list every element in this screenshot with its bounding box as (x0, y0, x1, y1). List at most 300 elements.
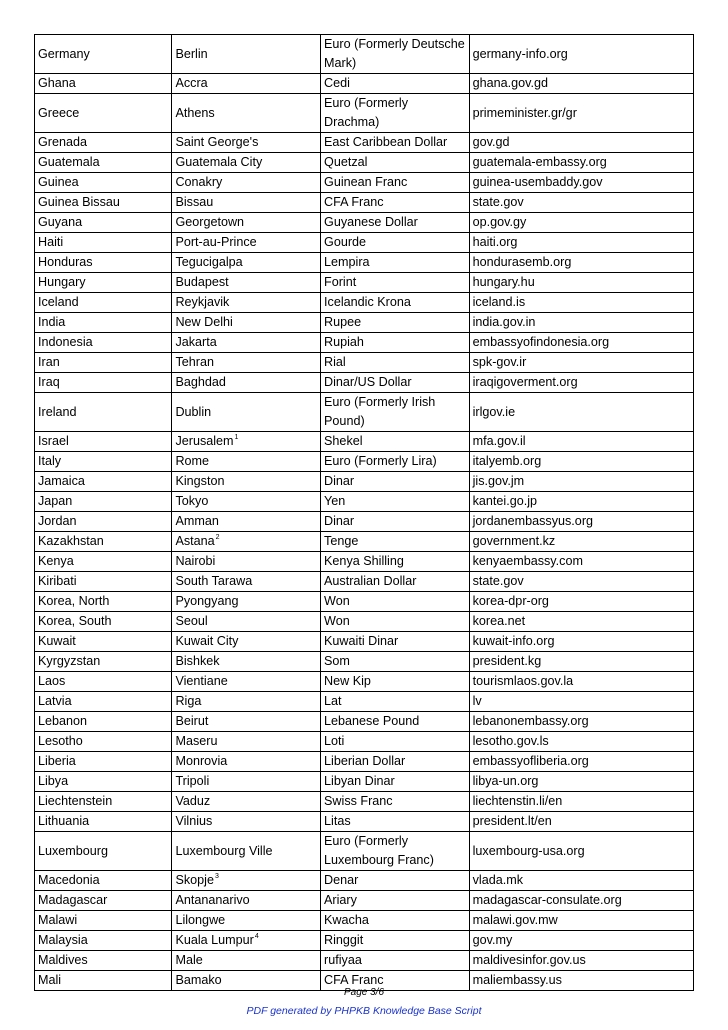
website-cell-text: kenyaembassy.com (472, 554, 583, 568)
website-cell-text: germany-info.org (472, 46, 568, 61)
capital-cell (172, 772, 321, 792)
country-cell (35, 931, 172, 951)
website-cell-text: guinea-usembaddy.gov (472, 175, 603, 189)
capital-cell (172, 373, 321, 393)
country-cell (35, 552, 172, 572)
footnote-marker: 1 (234, 434, 239, 441)
capital-cell-text: Kuwait City (175, 634, 239, 648)
website-cell-text: state.gov (472, 195, 524, 209)
capital-cell-text: Luxembourg Ville (175, 843, 273, 858)
currency-cell-text: New Kip (324, 674, 371, 688)
country-cell (35, 253, 172, 273)
website-cell-text: liechtenstin.li/en (472, 794, 563, 808)
country-cell-text: Israel (38, 434, 69, 448)
currency-cell-text: Libyan Dinar (324, 774, 395, 788)
country-cell (35, 472, 172, 492)
country-cell (35, 273, 172, 293)
currency-cell (321, 812, 470, 832)
currency-cell (321, 373, 470, 393)
website-cell (469, 911, 693, 931)
website-cell (469, 94, 693, 133)
currency-cell (321, 193, 470, 213)
website-cell (469, 333, 693, 353)
currency-cell-text: Liberian Dollar (324, 754, 406, 768)
country-cell-text: Maldives (38, 953, 88, 967)
country-cell-text: Iceland (38, 295, 79, 309)
website-cell-text: italyemb.org (472, 454, 542, 468)
website-cell (469, 253, 693, 273)
website-cell (469, 492, 693, 512)
capital-cell-text: Vaduz (175, 794, 211, 808)
capital-cell-text: Guatemala City (175, 155, 263, 169)
country-cell-text: Lebanon (38, 714, 88, 728)
table-row (35, 373, 694, 393)
currency-cell-text: Rupiah (324, 335, 364, 349)
table-row (35, 253, 694, 273)
countries-table (34, 34, 694, 991)
capital-cell (172, 273, 321, 293)
website-cell-text: gov.gd (472, 135, 510, 149)
website-cell (469, 752, 693, 772)
capital-cell-text: Bishkek (175, 654, 220, 668)
website-cell-text: embassyofindonesia.org (472, 335, 610, 349)
country-cell-text: Hungary (38, 275, 86, 289)
website-cell-text: state.gov (472, 574, 524, 588)
table-row (35, 792, 694, 812)
capital-cell-text: Kuala Lumpur (175, 933, 254, 947)
country-cell (35, 612, 172, 632)
website-cell-text: jordanembassyus.org (472, 514, 594, 528)
currency-cell (321, 133, 470, 153)
currency-cell (321, 712, 470, 732)
capital-cell (172, 871, 321, 891)
currency-cell (321, 931, 470, 951)
table-row (35, 273, 694, 293)
capital-cell (172, 35, 321, 74)
capital-cell (172, 712, 321, 732)
capital-cell-text: Beirut (175, 714, 209, 728)
currency-cell (321, 792, 470, 812)
capital-cell (172, 612, 321, 632)
capital-cell (172, 652, 321, 672)
country-cell-text: Greece (38, 105, 80, 120)
currency-cell-text: CFA Franc (324, 973, 384, 987)
website-cell-text: hondurasemb.org (472, 255, 572, 269)
currency-cell (321, 452, 470, 472)
country-cell-text: Madagascar (38, 893, 108, 907)
website-cell-text: india.gov.in (472, 315, 536, 329)
currency-cell-text: Som (324, 654, 350, 668)
table-row (35, 652, 694, 672)
website-cell-text: jis.gov.jm (472, 474, 525, 488)
currency-cell (321, 393, 470, 432)
country-cell (35, 452, 172, 472)
table-row (35, 612, 694, 632)
capital-cell-text: Nairobi (175, 554, 216, 568)
website-cell-text: mfa.gov.il (472, 434, 526, 448)
website-cell-text: korea-dpr-org (472, 594, 549, 608)
capital-cell (172, 592, 321, 612)
currency-cell (321, 353, 470, 373)
currency-cell-text: Euro (Formerly Irish Pound) (324, 395, 436, 428)
currency-cell (321, 552, 470, 572)
website-cell-text: haiti.org (472, 235, 518, 249)
capital-cell (172, 752, 321, 772)
table-row (35, 931, 694, 951)
currency-cell (321, 293, 470, 313)
country-cell (35, 752, 172, 772)
capital-cell-text: Jerusalem (175, 434, 234, 448)
website-cell (469, 193, 693, 213)
country-cell-text: Malaysia (38, 933, 88, 947)
capital-cell-text: Riga (175, 694, 202, 708)
country-cell (35, 572, 172, 592)
capital-cell-text: Vientiane (175, 674, 228, 688)
website-cell-text: irlgov.ie (472, 404, 516, 419)
country-cell-text: Macedonia (38, 873, 100, 887)
website-cell (469, 532, 693, 552)
table-row (35, 333, 694, 353)
capital-cell (172, 692, 321, 712)
country-cell (35, 233, 172, 253)
table-row (35, 393, 694, 432)
capital-cell-text: Bissau (175, 195, 214, 209)
footnote-marker: 3 (214, 873, 219, 880)
countries-table-body (35, 35, 694, 991)
website-cell-text: vlada.mk (472, 873, 524, 887)
country-cell-text: Guinea (38, 175, 79, 189)
capital-cell (172, 512, 321, 532)
table-row (35, 472, 694, 492)
table-row (35, 592, 694, 612)
currency-cell-text: Rupee (324, 315, 362, 329)
country-cell (35, 153, 172, 173)
country-cell (35, 492, 172, 512)
currency-cell-text: Australian Dollar (324, 574, 417, 588)
capital-cell-text: Vilnius (175, 814, 213, 828)
capital-cell (172, 792, 321, 812)
website-cell (469, 572, 693, 592)
country-cell (35, 792, 172, 812)
capital-cell-text: Tegucigalpa (175, 255, 243, 269)
capital-cell (172, 233, 321, 253)
generated-by-note: PDF generated by PHPKB Knowledge Base Script (246, 1005, 482, 1017)
website-cell (469, 552, 693, 572)
capital-cell (172, 353, 321, 373)
capital-cell-text: Accra (175, 76, 208, 90)
website-cell-text: primeminister.gr/gr (472, 105, 577, 120)
table-row (35, 552, 694, 572)
country-cell-text: Libya (38, 774, 69, 788)
capital-cell (172, 432, 321, 452)
capital-cell (172, 632, 321, 652)
country-cell (35, 35, 172, 74)
website-cell (469, 652, 693, 672)
country-cell-text: Honduras (38, 255, 93, 269)
country-cell-text: India (38, 315, 66, 329)
currency-cell (321, 432, 470, 452)
capital-cell-text: Berlin (175, 46, 208, 61)
capital-cell-text: South Tarawa (175, 574, 253, 588)
table-row (35, 732, 694, 752)
currency-cell-text: East Caribbean Dollar (324, 135, 448, 149)
currency-cell-text: Guinean Franc (324, 175, 408, 189)
capital-cell-text: Tokyo (175, 494, 209, 508)
country-cell (35, 812, 172, 832)
table-row (35, 35, 694, 74)
country-cell-text: Latvia (38, 694, 72, 708)
currency-cell-text: Rial (324, 355, 346, 369)
country-cell (35, 732, 172, 752)
currency-cell-text: Ariary (324, 893, 357, 907)
currency-cell (321, 333, 470, 353)
capital-cell-text: Georgetown (175, 215, 245, 229)
country-cell (35, 313, 172, 333)
website-cell (469, 273, 693, 293)
capital-cell-text: New Delhi (175, 315, 233, 329)
website-cell-text: maldivesinfor.gov.us (472, 953, 586, 967)
website-cell (469, 432, 693, 452)
capital-cell-text: Athens (175, 105, 215, 120)
capital-cell (172, 213, 321, 233)
country-cell (35, 772, 172, 792)
website-cell (469, 951, 693, 971)
currency-cell (321, 233, 470, 253)
currency-cell-text: Forint (324, 275, 357, 289)
country-cell (35, 74, 172, 94)
table-row (35, 432, 694, 452)
capital-cell (172, 153, 321, 173)
website-cell (469, 213, 693, 233)
country-cell (35, 592, 172, 612)
currency-cell-text: Gourde (324, 235, 367, 249)
country-cell-text: Indonesia (38, 335, 93, 349)
capital-cell (172, 293, 321, 313)
country-cell-text: Ireland (38, 404, 77, 419)
currency-cell-text: rufiyaa (324, 953, 362, 967)
table-row (35, 632, 694, 652)
capital-cell-text: Baghdad (175, 375, 226, 389)
table-row (35, 832, 694, 871)
table-row (35, 293, 694, 313)
country-cell-text: Guatemala (38, 155, 100, 169)
website-cell (469, 792, 693, 812)
capital-cell (172, 732, 321, 752)
currency-cell (321, 532, 470, 552)
website-cell-text: embassyofliberia.org (472, 754, 589, 768)
capital-cell-text: Budapest (175, 275, 229, 289)
website-cell (469, 672, 693, 692)
website-cell (469, 472, 693, 492)
website-cell (469, 712, 693, 732)
website-cell-text: government.kz (472, 534, 556, 548)
currency-cell-text: Loti (324, 734, 345, 748)
currency-cell-text: Swiss Franc (324, 794, 393, 808)
country-cell (35, 692, 172, 712)
capital-cell-text: Seoul (175, 614, 208, 628)
currency-cell (321, 512, 470, 532)
capital-cell-text: Pyongyang (175, 594, 239, 608)
country-cell (35, 911, 172, 931)
table-row (35, 772, 694, 792)
currency-cell-text: Yen (324, 494, 346, 508)
country-cell-text: Lithuania (38, 814, 90, 828)
website-cell-text: ghana.gov.gd (472, 76, 549, 90)
website-cell (469, 512, 693, 532)
country-cell-text: Guyana (38, 215, 83, 229)
capital-cell (172, 951, 321, 971)
country-cell (35, 712, 172, 732)
currency-cell (321, 253, 470, 273)
website-cell-text: iraqigoverment.org (472, 375, 578, 389)
country-cell-text: Mali (38, 973, 62, 987)
website-cell (469, 133, 693, 153)
currency-cell (321, 173, 470, 193)
website-cell-text: kantei.go.jp (472, 494, 538, 508)
currency-cell-text: Kwacha (324, 913, 369, 927)
currency-cell-text: Lebanese Pound (324, 714, 420, 728)
capital-cell (172, 94, 321, 133)
capital-cell (172, 812, 321, 832)
capital-cell-text: Male (175, 953, 203, 967)
website-cell (469, 632, 693, 652)
website-cell (469, 812, 693, 832)
table-row (35, 951, 694, 971)
country-cell-text: Grenada (38, 135, 88, 149)
currency-cell-text: Tenge (324, 534, 359, 548)
website-cell-text: maliembassy.us (472, 973, 562, 987)
capital-cell-text: Dublin (175, 404, 212, 419)
country-cell (35, 951, 172, 971)
capital-cell (172, 931, 321, 951)
capital-cell (172, 253, 321, 273)
website-cell-text: korea.net (472, 614, 526, 628)
table-row (35, 74, 694, 94)
table-row (35, 532, 694, 552)
capital-cell-text: Port-au-Prince (175, 235, 257, 249)
table-row (35, 752, 694, 772)
table-row (35, 153, 694, 173)
currency-cell (321, 572, 470, 592)
country-cell-text: Jordan (38, 514, 77, 528)
table-row (35, 233, 694, 253)
currency-cell-text: Litas (324, 814, 351, 828)
table-row (35, 492, 694, 512)
currency-cell-text: Euro (Formerly Drachma) (324, 96, 408, 129)
table-row (35, 572, 694, 592)
currency-cell-text: Kenya Shilling (324, 554, 404, 568)
country-cell (35, 193, 172, 213)
country-cell-text: Korea, South (38, 614, 112, 628)
currency-cell (321, 213, 470, 233)
page-number: Page 3/6 (343, 987, 385, 998)
website-cell (469, 153, 693, 173)
country-cell-text: Haiti (38, 235, 64, 249)
currency-cell (321, 911, 470, 931)
country-cell (35, 353, 172, 373)
currency-cell-text: Euro (Formerly Deutsche Mark) (324, 37, 465, 70)
currency-cell-text: Icelandic Krona (324, 295, 411, 309)
website-cell-text: malawi.gov.mw (472, 913, 558, 927)
currency-cell (321, 273, 470, 293)
currency-cell (321, 632, 470, 652)
website-cell (469, 173, 693, 193)
currency-cell-text: Denar (324, 873, 359, 887)
currency-cell (321, 74, 470, 94)
country-cell-text: Iran (38, 355, 60, 369)
website-cell-text: lebanonembassy.org (472, 714, 589, 728)
currency-cell (321, 313, 470, 333)
country-cell-text: Kuwait (38, 634, 76, 648)
country-cell-text: Germany (38, 46, 90, 61)
footnote-marker: 4 (254, 933, 259, 940)
currency-cell-text: Dinar (324, 474, 355, 488)
footnote-marker: 2 (215, 534, 220, 541)
currency-cell-text: Lat (324, 694, 342, 708)
website-cell-text: guatemala-embassy.org (472, 155, 607, 169)
currency-cell (321, 592, 470, 612)
capital-cell-text: Monrovia (175, 754, 228, 768)
country-cell (35, 133, 172, 153)
currency-cell (321, 832, 470, 871)
table-row (35, 871, 694, 891)
country-cell-text: Guinea Bissau (38, 195, 120, 209)
website-cell (469, 233, 693, 253)
table-row (35, 173, 694, 193)
table-row (35, 313, 694, 333)
website-cell-text: kuwait-info.org (472, 634, 555, 648)
currency-cell (321, 35, 470, 74)
country-cell (35, 512, 172, 532)
country-cell (35, 832, 172, 871)
table-row (35, 94, 694, 133)
capital-cell-text: Tehran (175, 355, 214, 369)
country-cell (35, 652, 172, 672)
country-cell-text: Kazakhstan (38, 534, 104, 548)
capital-cell-text: Astana (175, 534, 215, 548)
capital-cell-text: Saint George's (175, 135, 259, 149)
capital-cell-text: Skopje (175, 873, 214, 887)
country-cell (35, 173, 172, 193)
capital-cell (172, 911, 321, 931)
website-cell-text: lv (472, 694, 482, 708)
table-row (35, 911, 694, 931)
table-row (35, 692, 694, 712)
website-cell-text: libya-un.org (472, 774, 539, 788)
country-cell-text: Laos (38, 674, 66, 688)
capital-cell (172, 173, 321, 193)
website-cell (469, 293, 693, 313)
website-cell (469, 772, 693, 792)
capital-cell (172, 393, 321, 432)
country-cell-text: Malawi (38, 913, 78, 927)
website-cell (469, 452, 693, 472)
capital-cell-text: Conakry (175, 175, 223, 189)
website-cell (469, 732, 693, 752)
website-cell (469, 373, 693, 393)
currency-cell (321, 772, 470, 792)
currency-cell-text: Kuwaiti Dinar (324, 634, 399, 648)
country-cell (35, 333, 172, 353)
currency-cell (321, 652, 470, 672)
website-cell (469, 692, 693, 712)
table-row (35, 891, 694, 911)
capital-cell (172, 552, 321, 572)
website-cell-text: president.kg (472, 654, 542, 668)
country-cell-text: Iraq (38, 375, 60, 389)
currency-cell-text: Dinar/US Dollar (324, 375, 412, 389)
capital-cell (172, 133, 321, 153)
